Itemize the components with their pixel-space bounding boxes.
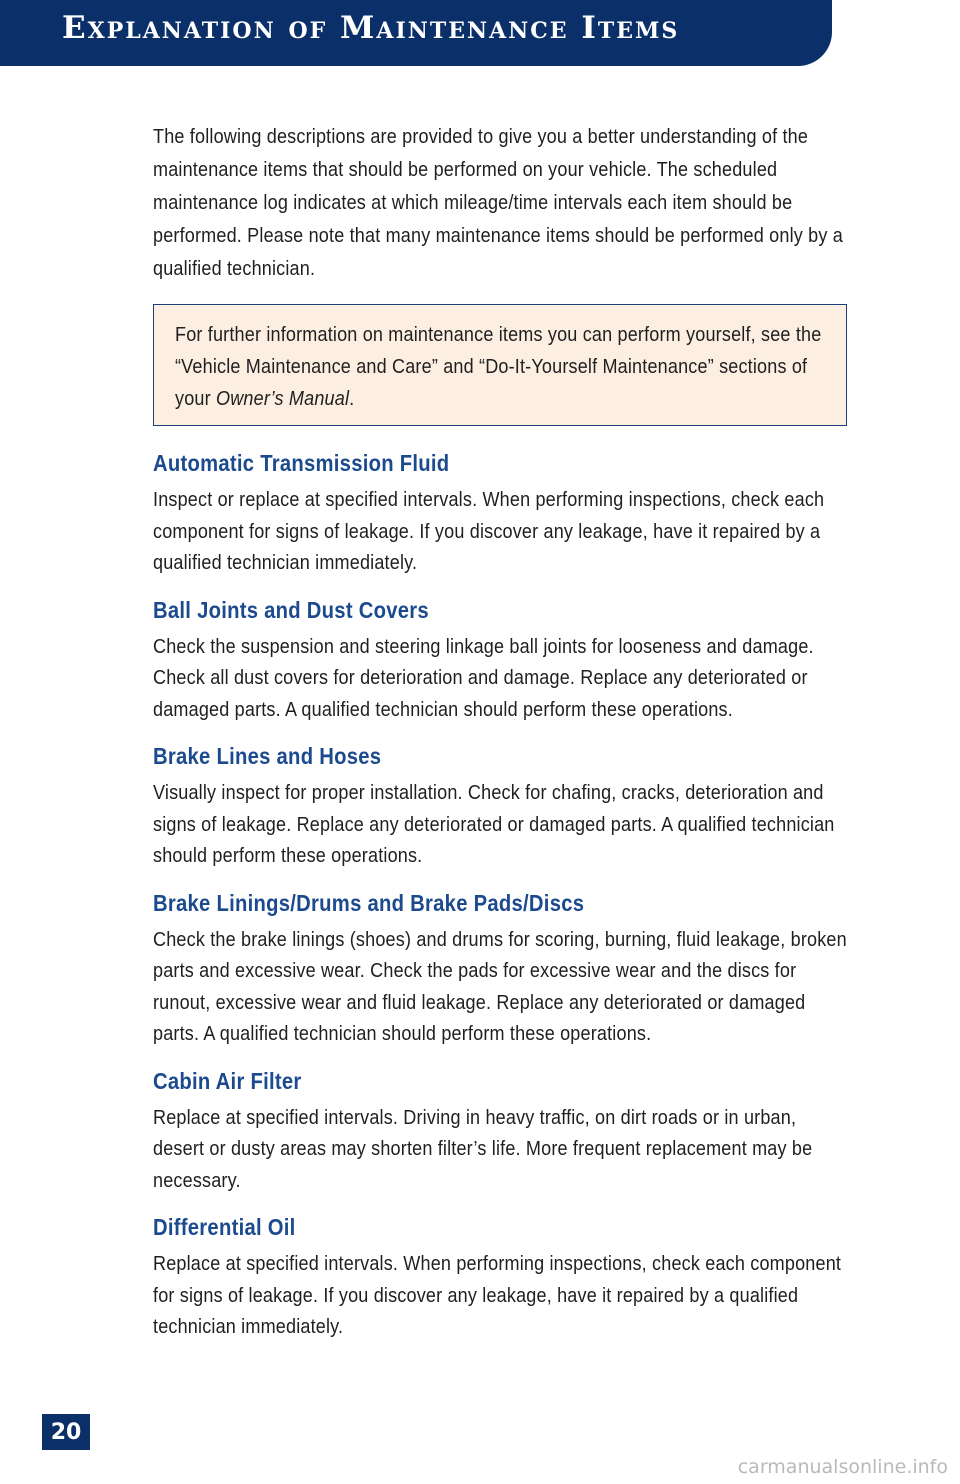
section-title: Automatic Transmission Fluid — [153, 450, 450, 476]
section-automatic-transmission-fluid — [153, 448, 853, 579]
section-brake-linings — [153, 888, 853, 1050]
section-title: Cabin Air Filter — [153, 1067, 302, 1094]
section-title: Brake Lines and Hoses — [153, 743, 382, 769]
section-title: Brake Linings/Drums and Brake Pads/Discs — [153, 889, 585, 916]
header-banner — [0, 0, 832, 66]
owners-manual-title: Owner’s Manual — [215, 387, 350, 410]
note-text-before: For further information on maintenance items you can perform yourself, see the “Vehicle Maintenance and Care” and “Do-It-Yourself Maintenance” sections of your — [175, 323, 822, 410]
page-number: 20 — [42, 1414, 90, 1450]
maintenance-items — [153, 448, 853, 1359]
section-differential-oil — [153, 1212, 853, 1343]
section-body: Visually inspect for proper installation. Check for chafing, cracks, deterioration and signs of leakage. Replace any deteriorated or damaged parts. A qualified technician should perform these operations. — [153, 781, 835, 867]
note-box — [153, 304, 847, 426]
note-text — [175, 319, 826, 415]
section-body: Replace at specified intervals. Driving in heavy traffic, on dirt roads or in urban, desert or dusty areas may shorten filter’s life. More frequent replacement may be necessary. — [153, 1105, 813, 1192]
section-title: Ball Joints and Dust Covers — [153, 596, 429, 623]
section-body: Check the brake linings (shoes) and drums for scoring, burning, fluid leakage, broken parts and excessive wear. Check the pads for excessive wear and the discs for runout, excessive wear and fluid leakage. Replace any deteriorated or damaged parts. A qualified technician should perform these operations. — [153, 927, 847, 1045]
intro-paragraph: The following descriptions are provided to give you a better understanding of the maintenance items that should be performed on your vehicle. The scheduled maintenance log indicates at which mileage/time intervals each item should be performed. Please note that many maintenance items should be performed only by a qualified technician. — [153, 125, 843, 280]
section-body: Check the suspension and steering linkage ball joints for looseness and damage. Check all dust covers for deterioration and damage. Replace any deteriorated or damaged parts. A qualified technician should perform these operations. — [153, 634, 814, 721]
watermark: carmanualsonline.info — [737, 1456, 948, 1478]
section-title: Differential Oil — [153, 1214, 296, 1240]
intro-block — [153, 120, 853, 285]
section-body: Inspect or replace at specified intervals. When performing inspections, check each component for signs of leakage. If you discover any leakage, have it repaired by a qualified technician immediately. — [153, 488, 825, 574]
section-body: Replace at specified intervals. When performing inspections, check each component for signs of leakage. If you discover any leakage, have it repaired by a qualified technician immediately. — [153, 1252, 842, 1338]
section-ball-joints — [153, 595, 853, 726]
note-text-after: . — [349, 387, 355, 410]
page-title: Explanation of Maintenance Items — [62, 10, 680, 46]
section-brake-lines — [153, 741, 853, 872]
section-cabin-air-filter — [153, 1066, 853, 1197]
